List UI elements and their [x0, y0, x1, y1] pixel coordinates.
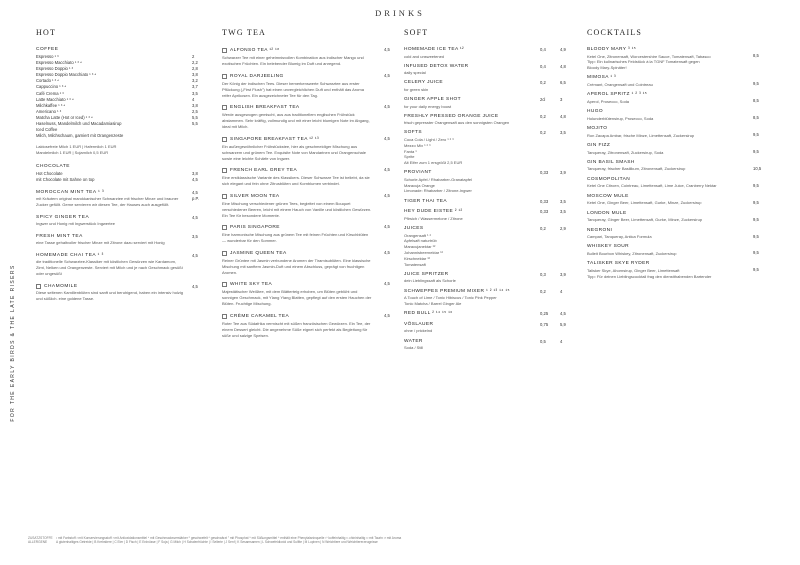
soft-drink-desc: Maracujanektar ¹² [404, 244, 436, 250]
twg-tea-price: 4,5 [384, 312, 390, 318]
cocktail-desc: Campari, Tanqueray, Antica Formula [587, 234, 652, 239]
soft-drink-desc: Tonic Matcha / Barrel Ginger Ale [404, 300, 462, 306]
cocktail-name: MOJITO [587, 126, 608, 132]
twg-tea-price: 4,5 [384, 281, 390, 286]
cocktail-desc: Tipp: Ein kulinarisches Feldstück à la TGNF Tomatensaft gegen [587, 59, 700, 65]
cocktail-desc: Tanqueray, frischer Basilikum, Zitronensaft, Zuckersirup [587, 166, 686, 172]
soft-drink-desc: Coca Cola / Light / Zero ¹ ² ³ [404, 136, 454, 142]
soft-drink-volume: 0,4 [540, 47, 546, 52]
twg-tea-price: 4,5 [384, 192, 390, 198]
soft-drink-volume: 0,4 [540, 63, 546, 69]
cocktail-name: WHISKEY SOUR [587, 244, 630, 250]
twg-tea-entry [222, 104, 390, 130]
cocktail-price: 8,5 [753, 115, 759, 121]
twg-tea-desc: Ein außergewöhnlicher Frühstückstee, hier als geschmeidiger Mischung aus schwarzem und grünem Tee. Exquisite Note von Mandarinen und Orangenschale sowie eine leichte Schärfe von Ingwer. [222, 143, 367, 161]
soft-drink-entry [404, 170, 572, 194]
twg-tea-name: ENGLISH BREAKFAST TEA [230, 105, 300, 110]
cocktail-entry [587, 160, 764, 172]
hot-drink-price: 4,5 [192, 253, 198, 259]
twg-tea-name: SILVER MOON TEA [230, 193, 280, 199]
coffee-name: Espresso Doppio ¹ ³ [36, 66, 74, 72]
coffee-price: 5,5 [192, 114, 198, 120]
twg-tea-desc: Schwarzer Tee mit einer geheimnisvollen Kombination aus indischer Mango und exotischen Früchten. Ein belebender Blumig im Duft und anregend. [222, 55, 364, 66]
hot-drink-desc: mit Kräutern original marokkanischer Schwarztee mit frischer Minze und brauner Zucker gefüllt. Gerne servieren wir diesen Tee, der Hauses auch ausgefüllt. [36, 196, 179, 208]
hot-drink-title [36, 215, 186, 220]
cocktail-desc: Ron Zacapa Ambar, frische Minze, Limettensaft, Zuckersirup [587, 132, 695, 138]
soft-drink-entry [404, 339, 572, 351]
twg-tea-entry [222, 167, 390, 187]
cocktail-price: 9,5 [753, 81, 759, 87]
hot-drink-title [36, 234, 186, 239]
coffee-name: Milch, Milchschaum, garniert mit Orangenzeste [36, 133, 124, 139]
cocktail-entry [587, 47, 764, 71]
cocktail-entry [587, 194, 764, 206]
soft-drink-entry [404, 80, 572, 92]
tea-tin-icon [222, 137, 227, 142]
additives-label: ZUSATZSTOFFE [28, 536, 53, 540]
soft-column [404, 28, 572, 355]
soft-drink-entry [404, 311, 572, 318]
twg-tea-price: 4,5 [384, 224, 390, 229]
twg-tea-title [222, 313, 372, 320]
twg-tea-name: WHITE SKY TEA [230, 282, 273, 287]
soft-drink-price: 3,5 [560, 198, 566, 204]
milk-extra-2: Mandelmilch 1 EUR | Sojamilch 0,5 EUR [36, 150, 109, 156]
coffee-name: Cortado ¹ ³ ⁴ [36, 78, 59, 84]
hot-drink-name: MOROCCAN MINT TEA ¹ ³ [36, 190, 105, 196]
twg-tea-title [222, 73, 372, 80]
tagline-text: FOR THE EARLY BIRDS & THE LATE RISERS [10, 264, 16, 422]
vertical-tagline [3, 245, 15, 445]
cocktail-entry [587, 75, 764, 87]
soft-drink-name: TIGER THAI TEA [404, 198, 448, 204]
soft-drink-entry [404, 114, 572, 126]
soft-drink-price: 3,5 [560, 209, 566, 215]
coffee-name: Espresso Doppio Macchiato ¹ ³ ⁴ [36, 72, 97, 78]
twg-tea-title [222, 47, 372, 54]
teapot-icon [36, 284, 41, 289]
soft-drink-volume: 0,33 [540, 198, 549, 204]
soft-list [404, 47, 572, 351]
soft-drink-name: CELERY JUICE [404, 80, 444, 86]
soft-drink-name: JUICE SPRITZER [404, 271, 449, 277]
soft-drink-price: 4,5 [560, 311, 566, 317]
hot-heading: HOT [36, 28, 57, 37]
twg-tea-name: PARIS SINGAPORE [230, 225, 280, 230]
soft-drink-price: 3,9 [560, 170, 566, 176]
coffee-price: 2,8 [192, 66, 198, 72]
soft-drink-volume: 0,75 [540, 321, 549, 327]
coffee-price: 3,5 [192, 90, 198, 96]
coffee-name: Cappuccino ¹ ³ ⁴ [36, 84, 67, 90]
hot-drink-name: HOMEMADE CHAI TEA ¹ ³ [36, 253, 104, 259]
cocktail-entry [587, 126, 764, 138]
soft-drink-price: 3 [560, 97, 563, 103]
tea-tin-icon [222, 251, 227, 256]
tea-tin-icon [222, 225, 227, 230]
soft-drink-name: INFUSED DETOX WATER [404, 63, 469, 69]
soft-drink-desc: A Touch of Lime / Tonic Hibiscus / Tonic Pink Pepper [404, 295, 497, 301]
cocktail-desc: Ketel One, Ginger Beer, Limettensaft, Gurke, Minze, Zuckersirup [587, 200, 702, 206]
cocktail-price: 10,5 [753, 165, 762, 171]
twg-tea-price: 4,5 [384, 249, 390, 255]
soft-drink-desc: Tomatensaft [404, 261, 426, 267]
hot-column [36, 28, 204, 308]
soft-drink-desc: dein Lieblingssaft als Schorle [404, 278, 456, 284]
tea-tin-icon [222, 105, 227, 110]
twg-tea-desc: Eine erstklassische Variante des Klassikers. Dieser Schwarze Tee ist beliebt, da sie sich elegant und fein ohne Zitrusblüten und Kornblumen verbindet. [222, 175, 370, 186]
soft-drink-entry [404, 130, 572, 165]
cocktail-entry [587, 177, 764, 189]
hot-drink-title [36, 253, 186, 258]
coffee-price: 2,5 [192, 108, 198, 114]
cocktail-name: BLOODY MARY ³ ¹⁵ [587, 47, 637, 52]
cocktail-entry [587, 109, 764, 121]
cocktail-price: 9,5 [753, 182, 759, 188]
soft-drink-volume: 0,5 [540, 338, 546, 344]
twg-tea-price: 4,5 [384, 47, 390, 52]
chocolate-list [36, 171, 204, 183]
cocktail-name: MOSCOW MULE [587, 193, 629, 199]
soft-drink-entry [404, 289, 572, 307]
cocktail-entry [587, 92, 764, 104]
soft-drink-desc: Limonade: Rhabarber / Zitrone-Ingwer [404, 188, 472, 194]
hot-drink-price: 4,5 [192, 284, 198, 290]
soft-drink-name: WATER [404, 338, 423, 344]
twg-tea-price: 4,5 [384, 135, 390, 141]
hot-drink-desc: eine Tasse gehaltvoller frischer Minze mit Zitrone dazu serviert mit Honig [36, 240, 165, 246]
soft-drink-volume: 0,2 [540, 226, 546, 232]
coffee-name: Latte Macchiato ¹ ³ ⁴ [36, 96, 74, 102]
tea-tin-icon [222, 282, 227, 287]
soft-drink-entry [404, 226, 572, 267]
soft-drink-desc: for your daily energy boost [404, 103, 452, 109]
soft-drink-desc: Orangensaft ¹ ² [404, 232, 431, 238]
cocktail-desc: Holunderblütensirup, Prosecco, Soda [587, 115, 654, 121]
soft-drink-desc: frisch gepresster Orangensaft aus den sonnigsten Orangen [404, 120, 510, 126]
hot-drink-price: 3,5 [192, 234, 198, 240]
twg-tea-entry [222, 47, 390, 67]
twg-tea-entry [222, 135, 390, 162]
cocktail-desc: Crémant, Orangensaft und Cointreau [587, 81, 653, 87]
soft-drink-name: HEY DUDE EISTEE ² ¹² [404, 209, 463, 215]
soft-drink-volume: 0,25 [540, 311, 549, 317]
soft-drink-desc: cold and unsweetened [404, 53, 445, 59]
soft-drink-volume: 0,2 [540, 80, 546, 86]
cocktail-price: 8,5 [753, 53, 759, 58]
soft-drink-entry [404, 209, 572, 221]
coffee-name: Iced Coffee [36, 127, 58, 133]
cocktail-name: NEGRONI [587, 227, 613, 233]
twg-tea-name: ROYAL DARJEELING [230, 73, 284, 79]
twg-tea-title [222, 193, 372, 200]
soft-drink-desc: Mezzo Mix ¹ ² ³ [404, 142, 431, 148]
soft-drink-volume: 0,3 [540, 271, 546, 277]
soft-drink-volume: 0,33 [540, 170, 549, 176]
hot-drink-entry [36, 253, 198, 277]
soft-drink-name: VÖSLAUER [404, 321, 434, 327]
hot-drink-entry [36, 190, 199, 208]
soft-drink-desc: Schorle Apfel / Rhabarber-Granatapfel [404, 176, 473, 182]
hot-drink-desc: Diese seltenen Kamillenblüten sind sanft und beruhigend, haben ein intensiv holzig und süßlich. eine goldene Tasse. [36, 290, 183, 302]
coffee-name: Matcha Latte (Hot or Iced) ¹ ³ ⁴ [36, 114, 93, 120]
coffee-name: Espresso Macchiato ¹ ³ ⁴ [36, 60, 82, 66]
coffee-name: Haselnuss, Mandelmilch und Macadamiasirup [36, 121, 122, 127]
tea-tin-icon [222, 314, 227, 319]
hot-drink-entry [36, 215, 198, 227]
chocolate-price: 3,8 [192, 170, 198, 176]
coffee-list [36, 54, 204, 139]
cocktail-price: 9,5 [753, 233, 759, 239]
soft-drink-price: 3,5 [560, 130, 566, 136]
soft-drink-name: HOMEMADE ICE TEA ¹² [404, 47, 465, 52]
coffee-item [36, 133, 204, 139]
cocktail-desc: Talisker Skye, Ahornsirup, Ginger Beer, Limettensaft [587, 267, 680, 273]
chocolate-name: mit Chocolate mit Sahne on top [36, 177, 95, 182]
coffee-name: Milchkaffee ¹ ³ ⁴ [36, 102, 66, 108]
cocktail-name: MIMOSA ¹ ³ [587, 75, 617, 81]
twg-heading: TWG TEA [222, 28, 267, 37]
soft-drink-price: 6,5 [560, 80, 566, 86]
hot-drink-name: FRESH MINT TEA [36, 234, 83, 240]
twg-tea-title [222, 104, 372, 111]
tea-tin-icon [222, 194, 227, 199]
soft-drink-name: RED BULL ² ¹⁴ ¹⁵ ¹⁶ [404, 311, 453, 317]
soft-drink-desc: Alt Elfer zum 1 ersgrößt 2,5 EUR [404, 160, 463, 166]
tea-tin-icon [222, 168, 227, 173]
soft-drink-desc: Fanta ¹ [404, 148, 417, 154]
twg-tea-name: FRENCH EARL GREY TEA [230, 168, 298, 173]
twg-tea-entry [222, 192, 390, 219]
cocktail-desc: Ketel One, Zitronensaft, Worcestershire Sauce, Tomatensaft, Tabasco [587, 53, 711, 59]
cocktail-desc: Tanqueray, Zitronensaft, Zuckersirup, Soda [587, 149, 664, 155]
hot-drink-desc: Ingwer und Honig mit Ingwerstück Ingwertee [36, 221, 115, 227]
soft-drink-volume: 0,33 [540, 209, 549, 215]
soft-drink-desc: ohne / prickelnd [404, 328, 433, 334]
cocktail-desc: Bloody Mary-Spinäter! [587, 65, 627, 71]
soft-drink-name: SCHWEPPES PREMIUM MIXER ¹ ² ¹³ ¹⁴ ¹⁵ [404, 288, 510, 294]
cocktail-price: 9,5 [753, 250, 759, 256]
milk-extra-1: Laktosefreie Milch 1 EUR | Hafermilch 1 EUR [36, 144, 117, 150]
soft-drink-desc: Apfelsaft naturtrüb [404, 238, 437, 244]
soft-drink-name: JUICES [404, 226, 424, 232]
cocktail-name: GIN FIZZ [587, 143, 611, 149]
cocktail-entry [587, 143, 764, 155]
soft-drink-volume: 2cl [540, 97, 546, 103]
chocolate-item [36, 177, 204, 183]
coffee-price: 3,8 [192, 102, 198, 108]
twg-tea-price: 4,5 [384, 167, 390, 172]
tea-tin-icon [222, 48, 227, 53]
twg-column [222, 28, 390, 344]
twg-tea-entry [222, 224, 390, 244]
cocktail-price: 9,5 [753, 132, 759, 138]
twg-tea-desc: Werde ausgewogen gemischt, aus aus traditionellem englischen Frühstück abstammen. Sehr kräftig, vollmundig und mit einer leicht blumigen Note im Abgang, ideal mit Milch. [222, 112, 370, 129]
cocktail-desc: Tipp: Für deinen Lieblingscocktail frag den dienstthabenden Bartender [587, 273, 712, 279]
hot-drink-name: CHAMOMILE [44, 284, 78, 290]
twg-tea-name: CRÈME CARAMEL TEA [230, 313, 290, 319]
soft-drink-price: 5,9 [560, 321, 566, 327]
allergens-label: ALLERGENE [28, 540, 48, 545]
twg-tea-name: JASMINE QUEEN TEA [230, 250, 287, 256]
cocktail-price: 9,5 [753, 199, 759, 205]
cocktail-entry [587, 211, 764, 223]
hot-drink-price: 4,5 [192, 190, 198, 196]
twg-tea-desc: Reiner Grüntee mit Jasmin verbundene Aromen der Tiramisublüten. Eine klassische Mischung mit sanftem Jasmin-Duft und einem Abschluss, geprägt von fruchtigen Aromen. [222, 257, 371, 275]
hot-drink-desc: die traditionelle Schwarztee-Klassiker mit köstlichen Gewürzen wie Kardamom, Zimt, Nelken und Orangenzeste. Serviert mit Milch und je nach Geschmack gesüßt oder ungesüßt [36, 259, 183, 277]
soft-drink-desc: Kirschnektar ¹² [404, 255, 431, 261]
coffee-price: 5,5 [192, 121, 198, 127]
coffee-price: 2 [192, 54, 195, 59]
twg-tea-title [222, 281, 372, 288]
hot-drink-entry [36, 284, 198, 302]
soft-drink-name: SOFTS [404, 130, 422, 136]
allergens-text: A glutenhaltiges Getreide | B Krebstiere | C Eier | D Fisch | E Erdnüsse | F Soja | G Milch | H Schalenfrüchte | I Sellerie | J Senf | K Sesamsamen | L Schwefeldioxid und Sulfite | M Lupinen | N Weichtiere und Weichtiererzeugnisse [56, 540, 378, 545]
twg-list [222, 47, 390, 339]
soft-drink-name: PROVIANT [404, 170, 432, 176]
soft-drink-desc: Sprite [404, 154, 415, 160]
twg-tea-title [222, 167, 372, 174]
soft-drink-price: 2,9 [560, 226, 566, 232]
soft-drink-price: 4 [560, 288, 563, 294]
twg-tea-desc: Eine Mischung verschiedener grünen Tees, begleitet von einem Bouquet verschiedener Beeren, leicht mit einem Hauch von Vanille und köstlichen Gewürzen. Ein Tee für besondere Momente. [222, 200, 372, 218]
soft-drink-price: 4,8 [560, 113, 566, 119]
twg-tea-desc: Roter Tee aus Südafrika vermischt mit süßen französischen Gewürzen. Ein Tee, der einem Dessert gleicht. Die angenehme Süße eignet sich perfekt als Begleitung für süße und salzige Speisen. [222, 320, 371, 338]
coffee-heading: COFFEE [36, 47, 59, 52]
soft-drink-desc: Soda / Still [404, 345, 424, 351]
soft-drink-entry [404, 272, 572, 284]
cocktail-entry [587, 244, 764, 256]
soft-drink-desc: Maracuja Orange [404, 182, 435, 188]
twg-tea-entry [222, 312, 390, 339]
twg-tea-price: 4,5 [384, 104, 390, 109]
soft-drink-entry [404, 47, 572, 59]
coffee-price: 3,7 [192, 84, 198, 90]
page-title: DRINKS [375, 8, 425, 18]
cocktail-name: LONDON MULE [587, 210, 627, 216]
cocktail-desc: Tanqueray, Ginger Beer, Limettensaft, Gurke, Minze, Zuckersirup [587, 217, 703, 223]
soft-drink-desc: for green skin [404, 86, 429, 92]
hot-drink-price-unit: p.P. [192, 196, 199, 202]
cocktail-desc: Ketel One Citroen, Cointreau, Limettensaft, Lime Juice, Cranberry Nektar [587, 183, 717, 189]
twg-tea-desc: Majestätischer Weißtee, mit dem Blätterteig erhoben, um Blüten geblüht und sonnigen Geschmack, mit Ylang Ylang Blatten, gepflegt auf den ersten Hauchen der Blüten. Fruchtige Mischung. [222, 289, 372, 306]
soft-drink-price: 4 [560, 338, 563, 344]
cocktails-column [587, 28, 764, 284]
twg-tea-title [222, 250, 372, 257]
soft-drink-volume: 0,2 [540, 288, 546, 294]
tea-tin-icon [222, 74, 227, 79]
twg-tea-title [222, 136, 372, 143]
twg-tea-entry [222, 72, 390, 99]
cocktail-name: COSMOPOLITAN [587, 176, 631, 182]
cocktail-name: APEROL SPRITZ ¹ ² ³ ¹⁵ [587, 92, 648, 98]
chocolate-price: 4,5 [192, 177, 198, 182]
cocktail-price: 8,5 [753, 98, 759, 104]
cocktails-list [587, 47, 764, 279]
coffee-price: 2,2 [192, 60, 198, 66]
hot-drink-title [36, 190, 186, 195]
soft-drink-desc: daily special [404, 70, 426, 76]
twg-tea-desc: Eine harmonische Mischung aus grünem Tee mit feinen Früchten und Kirschblüten — wunderbar für den Sommer. [222, 232, 369, 243]
hot-drink-title [36, 284, 186, 289]
soft-drink-price: 4,8 [560, 63, 566, 69]
soft-heading: SOFT [404, 28, 429, 37]
cocktails-heading: COCKTAILS [587, 28, 643, 37]
soft-drink-name: GINGER APPLE SHOT [404, 97, 461, 103]
soft-drink-price: 4,9 [560, 47, 566, 52]
soft-drink-entry [404, 199, 572, 206]
cocktail-entry [587, 261, 764, 279]
twg-tea-name: ALFONSO TEA ¹² ¹⁸ [230, 48, 280, 53]
cocktail-name: GIN BASIL SMASH [587, 159, 635, 165]
cocktail-entry [587, 228, 764, 240]
twg-tea-desc: Der König der indischen Tees. Dieser bemerkenswerte Schwarztee aus erster Pflückung („First Flush") hat einen unvergleichlichen Duft und enthält das Aroma reifer Aprikosen. Ein ausgezeichneter Tee für den Tag. [222, 80, 364, 98]
cocktail-name: HUGO [587, 109, 603, 115]
coffee-price: 3,2 [192, 78, 198, 84]
twg-tea-title [222, 224, 372, 231]
soft-drink-name: FRESHLY PRESSED ORANGE JUICE [404, 113, 499, 119]
twg-tea-entry [222, 281, 390, 307]
twg-tea-price: 4,5 [384, 72, 390, 78]
hot-drink-price: 4,5 [192, 215, 198, 221]
twg-tea-entry [222, 249, 390, 276]
soft-drink-volume: 0,2 [540, 113, 546, 119]
soft-drink-entry [404, 97, 572, 109]
soft-drink-volume: 0,2 [540, 130, 546, 136]
soft-drink-entry [404, 322, 572, 334]
soft-drink-desc: Pfirsich / Wassermelone / Zitrone [404, 215, 463, 221]
footer-notes [28, 536, 788, 545]
chocolate-heading: CHOCOLATE [36, 163, 70, 169]
coffee-price: 3,8 [192, 72, 198, 78]
cocktail-price: 9,5 [753, 149, 759, 155]
coffee-price: 4 [192, 96, 195, 102]
hot-drink-entry [36, 234, 198, 246]
cocktail-desc: Aperol, Prosecco, Soda [587, 98, 630, 104]
hot-drink-name: SPICY GINGER TEA [36, 215, 90, 221]
soft-drink-entry [404, 64, 572, 76]
coffee-name: Americano ¹ ³ [36, 108, 62, 114]
soft-drink-price: 3,9 [560, 271, 566, 277]
coffee-name: Café Crema ¹ ³ [36, 90, 64, 96]
additives-text: ¹ mit Farbstoff ² mit Konservierungsstoff ³ mit Antioxidationsmittel ⁴ mit Geschmacksverstärker ⁵ geschwefelt ⁶ geschwärzt ⁷ mit Phosphat ⁸ mit Süßungsmittel ⁹ enthält eine Phenylalaninquelle ¹⁰ koffeinhaltig ¹¹ chininhaltig ¹² mit Taurin ¹³ mit Aroma [56, 536, 402, 540]
cocktail-price: 9,5 [753, 216, 759, 222]
cocktail-price: 9,5 [753, 267, 759, 273]
cocktail-name: TALISKER SKYE RYDER [587, 261, 650, 267]
soft-drink-desc: Johannisbeernektar ¹² [404, 250, 443, 256]
twg-tea-name: SINGAPORE BREAKFAST TEA ¹² ¹³ [230, 136, 319, 142]
cocktail-desc: Bulleit Bourbon Whiskey, Zitronensaft, Zuckersirup [587, 250, 677, 256]
chocolate-name: Hot Chocolate [36, 170, 63, 176]
hot-others-list [36, 190, 204, 302]
coffee-name: Espresso ¹ ³ [36, 54, 59, 59]
